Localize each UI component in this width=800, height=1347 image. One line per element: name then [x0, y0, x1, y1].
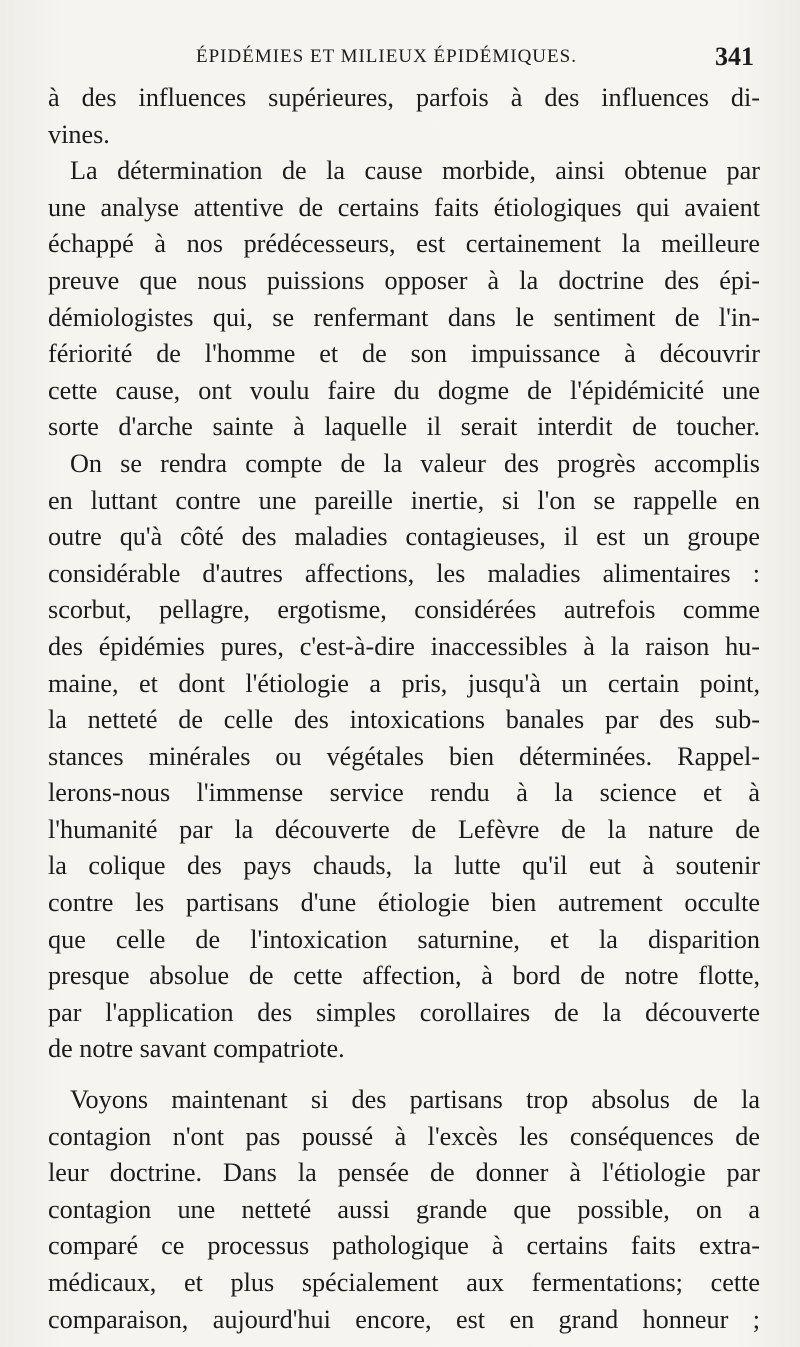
page-header	[46, 42, 758, 76]
text-line: On se rendra compte de la valeur des progrès accomplis	[70, 448, 760, 478]
text-line: contagion n'ont pas poussé à l'excès les conséquences de	[48, 1121, 760, 1151]
page-number: 341	[715, 42, 754, 71]
text-line: que celle de l'intoxication saturnine, et la disparition	[48, 924, 760, 954]
text-line: démiologistes qui, se renfermant dans le sentiment de l'in-	[48, 302, 760, 332]
body-text	[48, 80, 760, 1338]
text-line: outre qu'à côté des maladies contagieuses, il est un groupe	[48, 522, 760, 552]
text-line: contagion une netteté aussi grande que possible, on a	[48, 1194, 760, 1224]
text-line: la netteté de celle des intoxications banales par des sub-	[48, 705, 760, 735]
text-line: Voyons maintenant si des partisans trop absolus de la	[70, 1085, 760, 1115]
text-line: sorte d'arche sainte à laquelle il serait interdit de toucher.	[48, 412, 760, 442]
text-line: comparaison, aujourd'hui encore, est en grand honneur ;	[48, 1304, 760, 1334]
text-line: vines.	[48, 119, 110, 149]
text-line: par l'application des simples corollaires de la découverte	[48, 997, 760, 1027]
text-line: à des influences supérieures, parfois à des influences di-	[48, 83, 760, 112]
text-line: l'humanité par la découverte de Lefèvre de la nature de	[48, 814, 760, 844]
text-line: échappé à nos prédécesseurs, est certainement la meilleure	[48, 229, 760, 259]
text-line: maine, et dont l'étiologie a pris, jusqu'à un certain point,	[48, 668, 760, 698]
text-line: une analyse attentive de certains faits étiologiques qui avaient	[48, 192, 760, 222]
text-line: lerons-nous l'immense service rendu à la science et à	[48, 778, 760, 808]
text-line: preuve que nous puissions opposer à la doctrine des épi-	[48, 265, 760, 295]
text-line: comparé ce processus pathologique à certains faits extra-	[48, 1231, 760, 1261]
text-line: fériorité de l'homme et de son impuissance à découvrir	[48, 339, 760, 369]
text-line: des épidémies pures, c'est-à-dire inaccessibles à la raison hu-	[48, 631, 760, 661]
text-line: stances minérales ou végétales bien déterminées. Rappel-	[48, 741, 760, 771]
text-line: contre les partisans d'une étiologie bien autrement occulte	[48, 888, 760, 918]
text-line: en luttant contre une pareille inertie, si l'on se rappelle en	[48, 485, 760, 515]
text-line: leur doctrine. Dans la pensée de donner à l'étiologie par	[48, 1158, 760, 1188]
text-line: médicaux, et plus spécialement aux fermentations; cette	[48, 1268, 760, 1297]
text-line: La détermination de la cause morbide, ainsi obtenue par	[70, 156, 760, 186]
text-line: presque absolue de cette affection, à bord de notre flotte,	[48, 961, 760, 991]
text-line: la colique des pays chauds, la lutte qu'il eut à soutenir	[48, 851, 760, 881]
paragraph-gap	[48, 1068, 760, 1082]
text-line: scorbut, pellagre, ergotisme, considérées autrefois comme	[48, 595, 760, 625]
text-line: de notre savant compatriote.	[48, 1034, 345, 1064]
text-line: cette cause, ont voulu faire du dogme de l'épidémicité une	[48, 375, 760, 405]
text-line: considérable d'autres affections, les maladies alimentaires :	[48, 558, 760, 588]
running-title: ÉPIDÉMIES ET MILIEUX ÉPIDÉMIQUES.	[196, 46, 577, 67]
